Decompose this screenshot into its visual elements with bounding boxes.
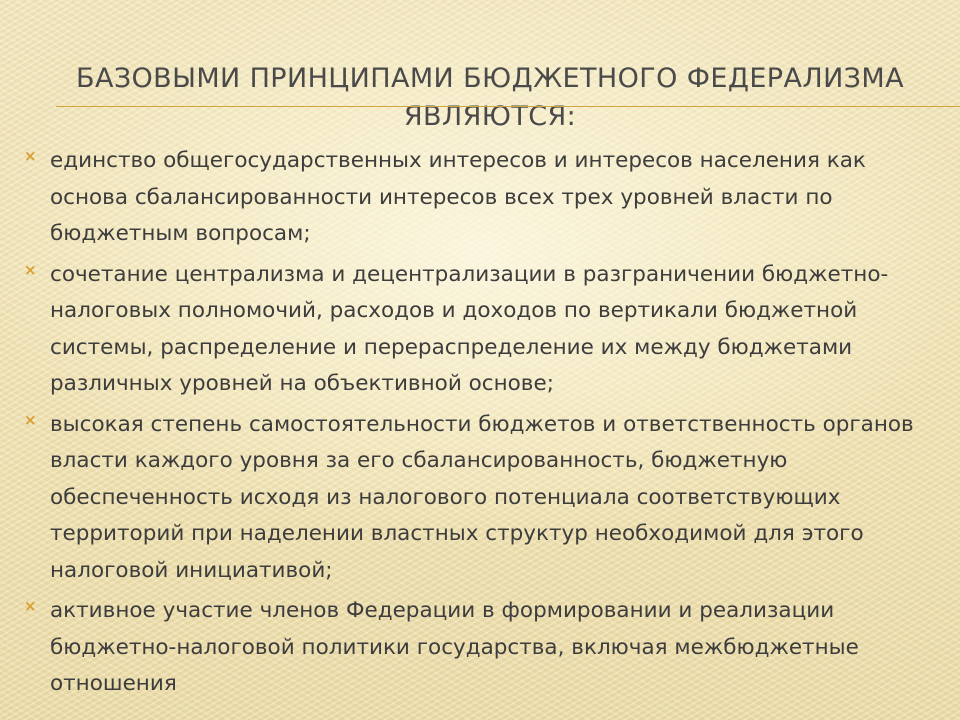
list-item-text: сочетание централизма и децентрализации в разграничении бюджетно-налоговых полномочий, расходов и доходов по вертикали бюджетной системы, распределение и перераспределение их между бюджетами различных уровней на объективной основе; — [50, 261, 889, 396]
list-item-text: активное участие членов Федерации в формировании и реализации бюджетно-налоговой политики государства, включая межбюджетные отношения — [50, 598, 859, 696]
list-item — [24, 143, 934, 253]
slide-title: БАЗОВЫМИ ПРИНЦИПАМИ БЮДЖЕТНОГО ФЕДЕРАЛИЗМА ЯВЛЯЮТСЯ: — [76, 63, 904, 132]
x-mark-icon: × — [24, 147, 37, 165]
x-mark-icon: × — [24, 260, 37, 279]
list-item — [24, 257, 934, 403]
bullet-list — [24, 143, 934, 707]
title-divider — [56, 106, 960, 107]
list-item — [24, 407, 934, 590]
list-item — [24, 593, 934, 703]
list-item-text: единство общегосударственных интересов и интересов населения как основа сбалансированности интересов всех трех уровней власти по бюджетным вопросам; — [50, 148, 866, 246]
list-item-text: высокая степень самостоятельности бюджетов и ответственность органов власти каждого уровня за его сбалансированность, бюджетную обеспеченность исходя из налогового потенциала соответствующих территорий при наделении властных структур необходимой для этого налоговой инициативой; — [50, 411, 914, 583]
x-mark-icon: × — [24, 410, 37, 429]
x-mark-icon: × — [24, 597, 37, 615]
